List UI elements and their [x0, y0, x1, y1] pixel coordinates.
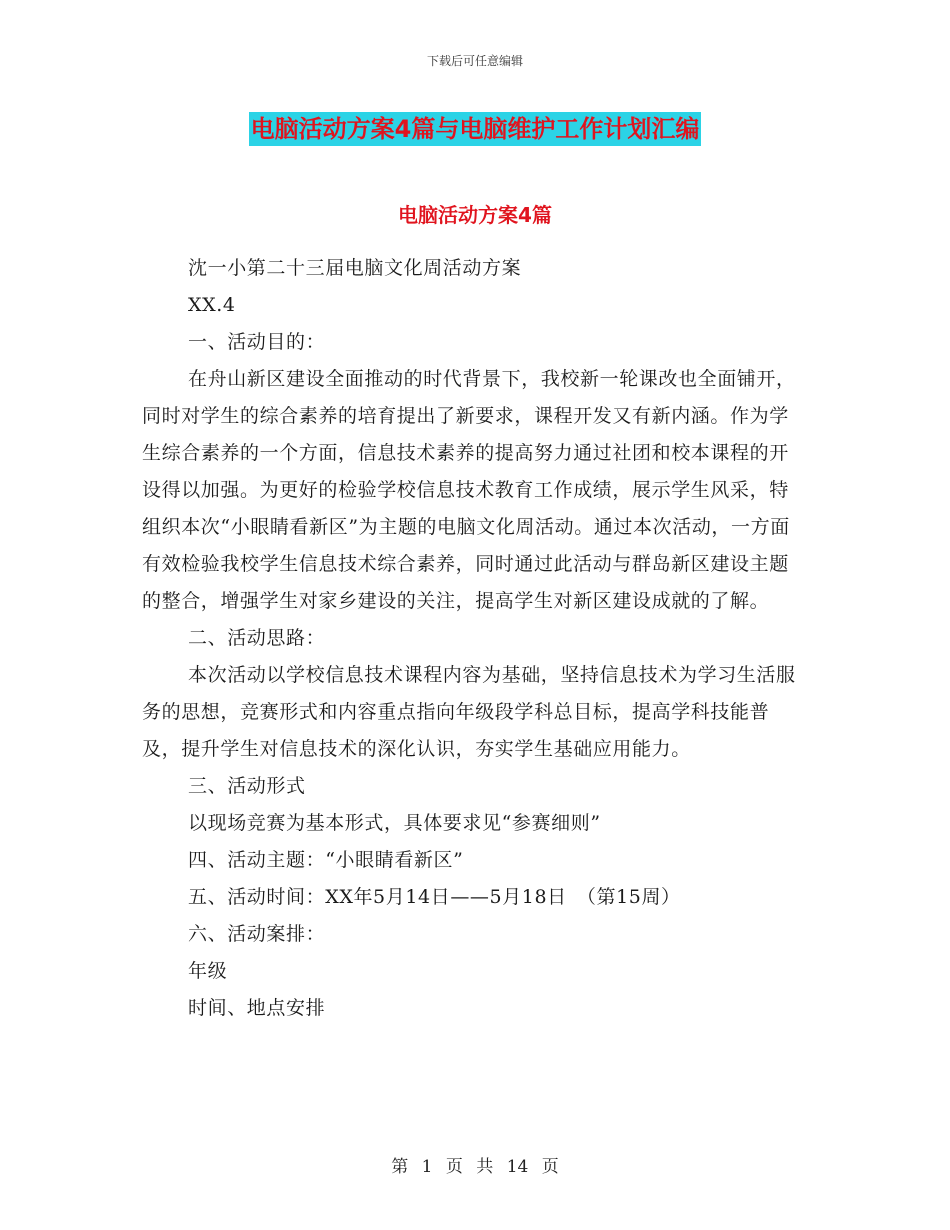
- page-header-note: 下载后可任意编辑: [426, 54, 523, 68]
- paragraph: 六、活动案排：: [188, 923, 326, 945]
- paragraph: 在舟山新区建设全面推动的时代背景下，我校新一轮课改也全面铺开，同时对学生的综合素养的培育提出了新要求，课程开发又有新内涵。作为学生综合素养的一个方面，信息技术素养的提高努力通过社团和校本课程的开设得以加强。为更好的检验学校信息技术教育工作成绩，展示学生风采，特组织本次“小眼睛看新区”为主题的电脑文化周活动。通过本次活动，一方面有效检验我校学生信息技术综合素养，同时通过此活动与群岛新区建设主题的整合，增强学生对家乡建设的关注，提高学生对新区建设成就的了解。: [142, 368, 796, 612]
- paragraph: 三、活动形式: [188, 775, 306, 797]
- page-number-footer: 第 1 页 共 14 页: [391, 1157, 559, 1177]
- paragraph: 二、活动思路：: [188, 627, 326, 649]
- document-body: [142, 250, 802, 1027]
- paragraph: 五、活动时间：XX年5月14日——5月18日 （第15周）: [188, 886, 681, 908]
- paragraph: 沈一小第二十三届电脑文化周活动方案: [188, 257, 522, 279]
- paragraph: XX.4: [188, 294, 236, 316]
- paragraph: 以现场竞赛为基本形式，具体要求见“参赛细则”: [188, 812, 601, 834]
- document-title-text: 电脑活动方案4篇与电脑维护工作计划汇编: [249, 112, 702, 146]
- paragraph: 本次活动以学校信息技术课程内容为基础，坚持信息技术为学习生活服务的思想，竞赛形式和内容重点指向年级段学科总目标，提高学科技能普及，提升学生对信息技术的深化认识，夯实学生基础应用能力。: [142, 664, 796, 760]
- document-title: [0, 112, 950, 146]
- paragraph: 年级: [188, 960, 228, 982]
- paragraph: 一、活动目的：: [188, 331, 326, 353]
- paragraph: 时间、地点安排: [188, 997, 326, 1019]
- section-title: 电脑活动方案4篇: [398, 203, 552, 227]
- paragraph: 四、活动主题：“小眼睛看新区”: [188, 849, 464, 871]
